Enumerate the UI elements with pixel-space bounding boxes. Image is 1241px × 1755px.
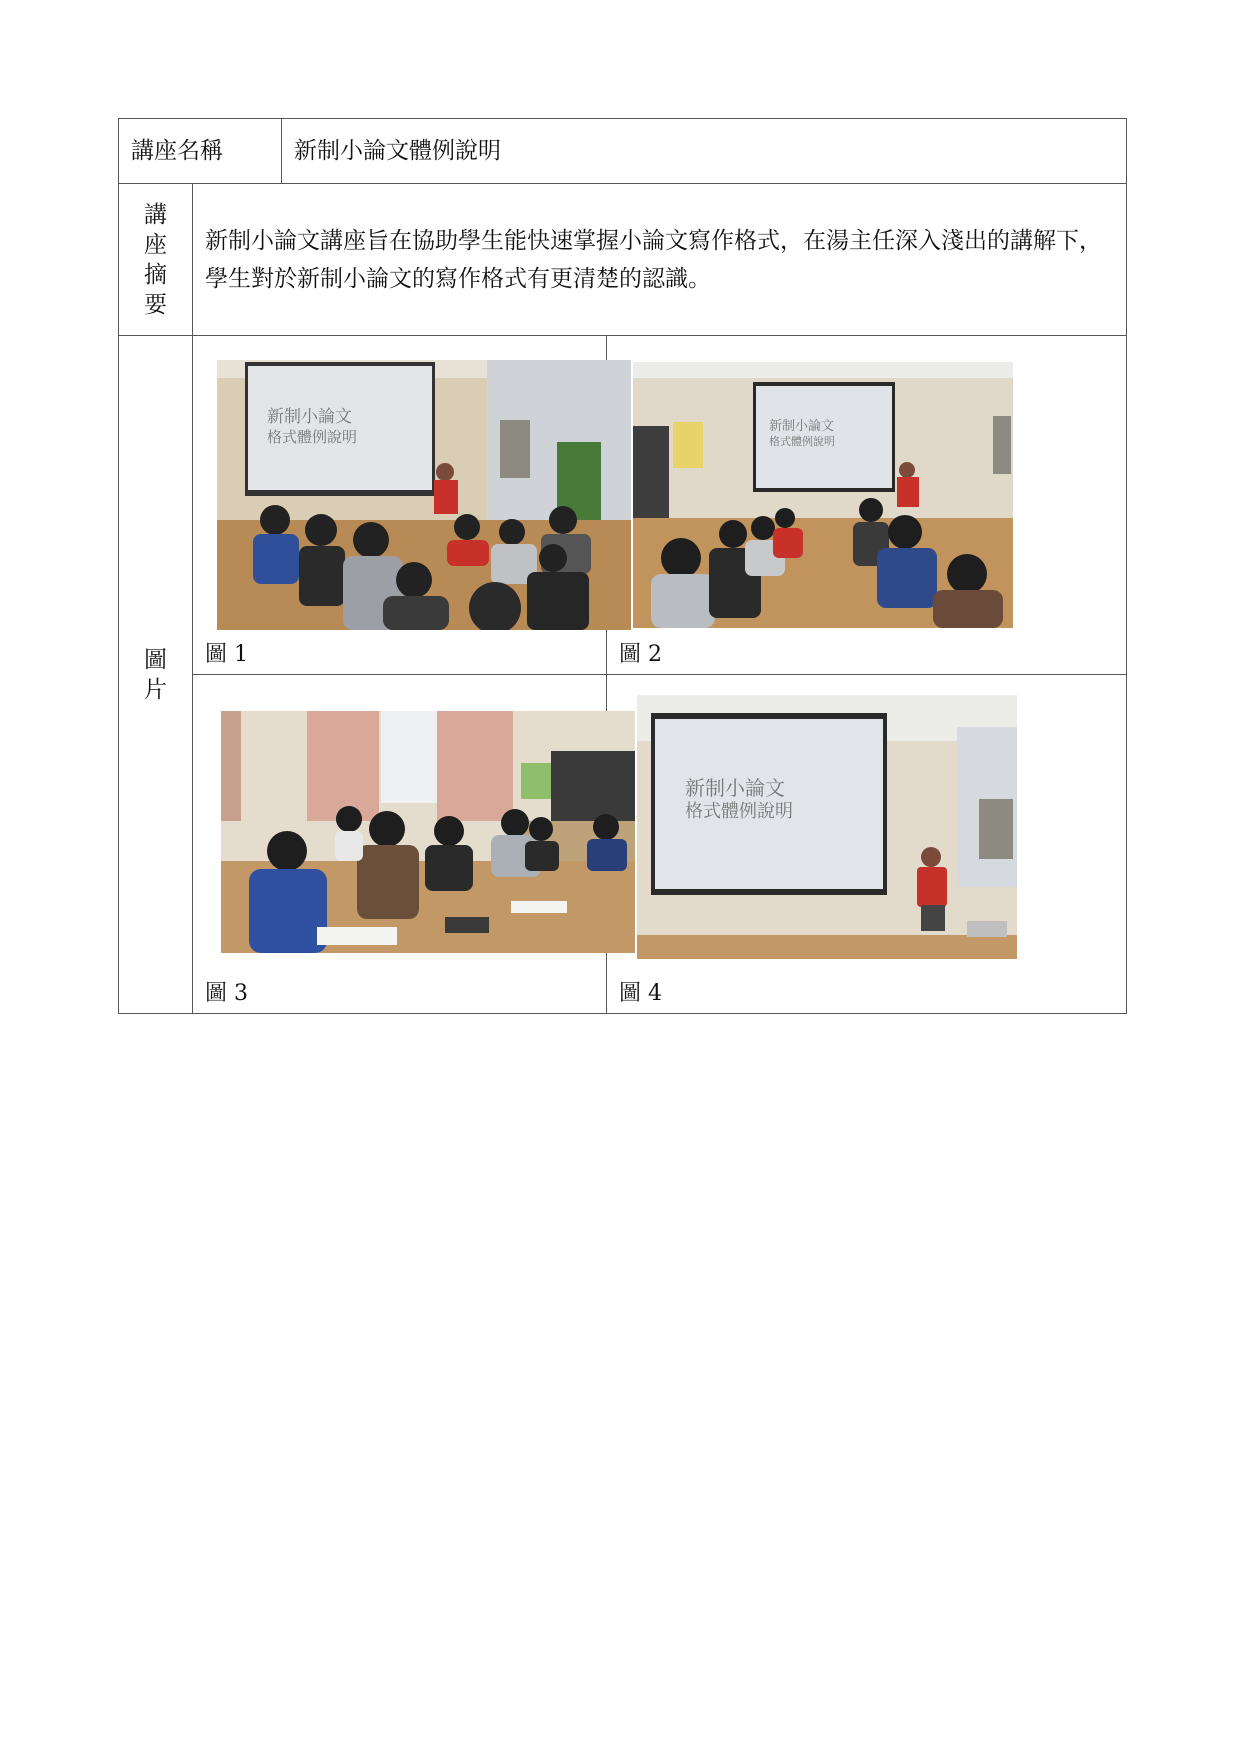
photo-4 <box>637 695 1017 959</box>
photo-4-caption: 圖 4 <box>619 981 662 1006</box>
lecture-record-table <box>118 118 1127 1014</box>
photo-cell-1 <box>193 336 607 675</box>
svg-text:格式體例說明: 格式體例說明 <box>769 435 835 448</box>
svg-text:新制小論文: 新制小論文 <box>769 419 835 434</box>
summary-label: 講 座 摘 要 <box>119 184 193 336</box>
photo-2-caption: 圖 2 <box>619 642 662 667</box>
summary-text: 新制小論文講座旨在協助學生能快速掌握小論文寫作格式，在湯主任深入淺出的講解下，學生對於新制小論文的寫作格式有更清楚的認識。 <box>193 184 1127 336</box>
photo-1 <box>217 360 631 630</box>
svg-text:新制小論文: 新制小論文 <box>685 776 785 800</box>
lecture-name-label: 講座名稱 <box>119 119 282 184</box>
photo-cell-2 <box>607 336 1127 675</box>
photo-2 <box>633 362 1013 628</box>
photo-1-caption: 圖 1 <box>205 642 248 667</box>
photo-cell-4 <box>607 675 1127 1014</box>
photo-3 <box>221 711 635 953</box>
svg-text:新制小論文: 新制小論文 <box>267 407 352 427</box>
svg-text:格式體例說明: 格式體例說明 <box>267 428 358 446</box>
lecture-name-value: 新制小論文體例說明 <box>282 119 1127 184</box>
photo-cell-3 <box>193 675 607 1014</box>
photos-label: 圖 片 <box>119 336 193 1014</box>
svg-text:格式體例說明: 格式體例說明 <box>685 801 793 822</box>
photo-3-caption: 圖 3 <box>205 981 248 1006</box>
